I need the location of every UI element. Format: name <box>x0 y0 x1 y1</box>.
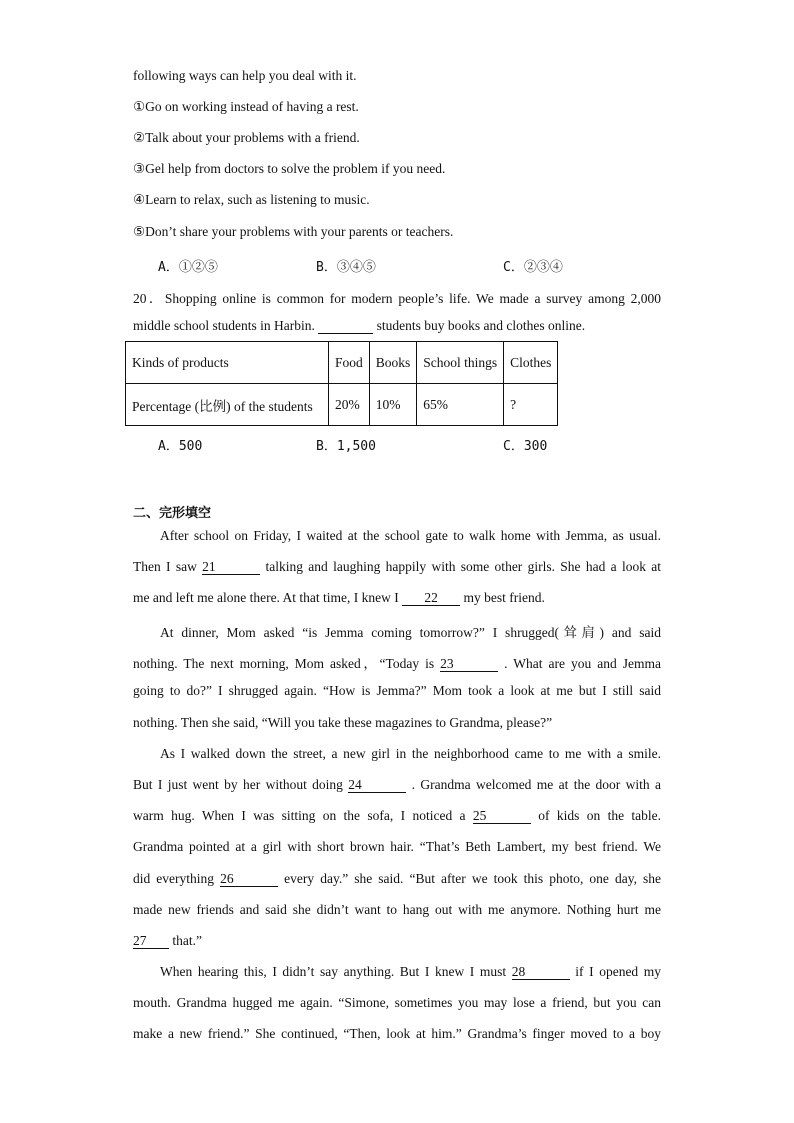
q20-option-b: B．1,500 <box>316 439 376 454</box>
q20-stem-line-2 <box>133 318 585 334</box>
q19-option-c: C．②③④ <box>503 260 563 275</box>
passage-text: nothing. The next morning, Mom asked，“Today is <box>133 656 435 671</box>
answer-blank-23: 23 <box>440 657 498 672</box>
option-line-3: ③Gel help from doctors to solve the problem if you need. <box>133 161 446 176</box>
answer-blank-26: 26 <box>220 872 278 887</box>
passage-text: But I just went by her without doing <box>133 777 343 792</box>
q20-text-before: middle school students in Harbin. <box>133 318 315 333</box>
text-line: following ways can help you deal with it. <box>133 68 357 83</box>
passage-line: nothing. Then she said, “Will you take these magazines to Grandma, please?” <box>133 715 553 730</box>
passage-text: my best friend. <box>463 590 545 605</box>
table-cell: Food <box>329 342 370 384</box>
q20-text-after: students buy books and clothes online. <box>376 318 586 333</box>
passage-line <box>133 559 661 575</box>
table-cell: ? <box>504 384 558 426</box>
passage-text: Then I saw <box>133 559 197 574</box>
passage-text: . What are you and Jemma <box>504 656 662 671</box>
table-cell: School things <box>417 342 504 384</box>
passage-line <box>133 777 661 793</box>
answer-blank-22: 22 <box>402 591 460 606</box>
table-cell: 20% <box>329 384 370 426</box>
passage-text: talking and laughing happily with some other girls. She had a look at <box>265 559 662 574</box>
q20-stem-line-1: 20．Shopping online is common for modern people’s life. We made a survey among 2,000 <box>133 291 661 306</box>
passage-line <box>160 964 661 980</box>
passage-line: mouth. Grandma hugged me again. “Simone, sometimes you may lose a friend, but you can <box>133 995 661 1010</box>
table-cell: Books <box>369 342 417 384</box>
table-header-row <box>126 342 558 384</box>
passage-text: warm hug. When I was sitting on the sofa, I noticed a <box>133 808 466 823</box>
survey-table <box>125 341 558 426</box>
passage-text: if I opened my <box>575 964 662 979</box>
passage-line: going to do?” I shrugged again. “How is Jemma?” Mom took a look at me but I still said <box>133 683 661 698</box>
table-cell: Percentage (比例) of the students <box>126 384 329 426</box>
option-line-5: ⑤Don’t share your problems with your parents or teachers. <box>133 224 454 239</box>
option-line-4: ④Learn to relax, such as listening to music. <box>133 192 370 207</box>
answer-blank-25: 25 <box>473 809 531 824</box>
passage-line: At dinner, Mom asked “is Jemma coming tomorrow?” I shrugged(耸肩) and said <box>160 625 661 640</box>
answer-blank-27: 27 <box>133 934 169 949</box>
passage-text: . Grandma welcomed me at the door with a <box>411 777 661 792</box>
q20-option-c: C．300 <box>503 439 548 454</box>
passage-line: As I walked down the street, a new girl in the neighborhood came to me with a smile. <box>160 746 661 761</box>
passage-text: of kids on the table. <box>538 808 662 823</box>
passage-line: Grandma pointed at a girl with short brown hair. “That’s Beth Lambert, my best friend. We <box>133 839 661 854</box>
answer-blank-24: 24 <box>348 778 406 793</box>
passage-text: did everything <box>133 871 215 886</box>
passage-text: me and left me alone there. At that time, I knew I <box>133 590 399 605</box>
passage-text: that.” <box>172 933 202 948</box>
answer-blank-28: 28 <box>512 965 570 980</box>
passage-line: made new friends and said she didn’t want to hang out with me anymore. Nothing hurt me <box>133 902 661 917</box>
passage-text: When hearing this, I didn’t say anything. But I knew I must <box>160 964 507 979</box>
passage-line <box>133 808 661 824</box>
section-title: 二、完形填空 <box>133 506 212 521</box>
q20-option-a: A．500 <box>158 439 203 454</box>
passage-line: make a new friend.” She continued, “Then, look at him.” Grandma’s finger moved to a boy <box>133 1026 661 1041</box>
q19-option-b: B．③④⑤ <box>316 260 376 275</box>
passage-line <box>133 933 202 949</box>
answer-blank <box>318 319 373 334</box>
passage-line <box>133 652 661 672</box>
passage-line <box>133 871 661 887</box>
passage-text: every day.” she said. “But after we took this photo, one day, she <box>284 871 662 886</box>
table-cell: 10% <box>369 384 417 426</box>
passage-line: After school on Friday, I waited at the school gate to walk home with Jemma, as usual. <box>160 528 661 543</box>
table-cell: Clothes <box>504 342 558 384</box>
option-line-1: ①Go on working instead of having a rest. <box>133 99 359 114</box>
option-line-2: ②Talk about your problems with a friend. <box>133 130 360 145</box>
table-cell: Kinds of products <box>126 342 329 384</box>
passage-line <box>133 590 545 606</box>
table-cell: 65% <box>417 384 504 426</box>
q19-option-a: A．①②⑤ <box>158 260 218 275</box>
answer-blank-21: 21 <box>202 560 260 575</box>
table-row <box>126 384 558 426</box>
